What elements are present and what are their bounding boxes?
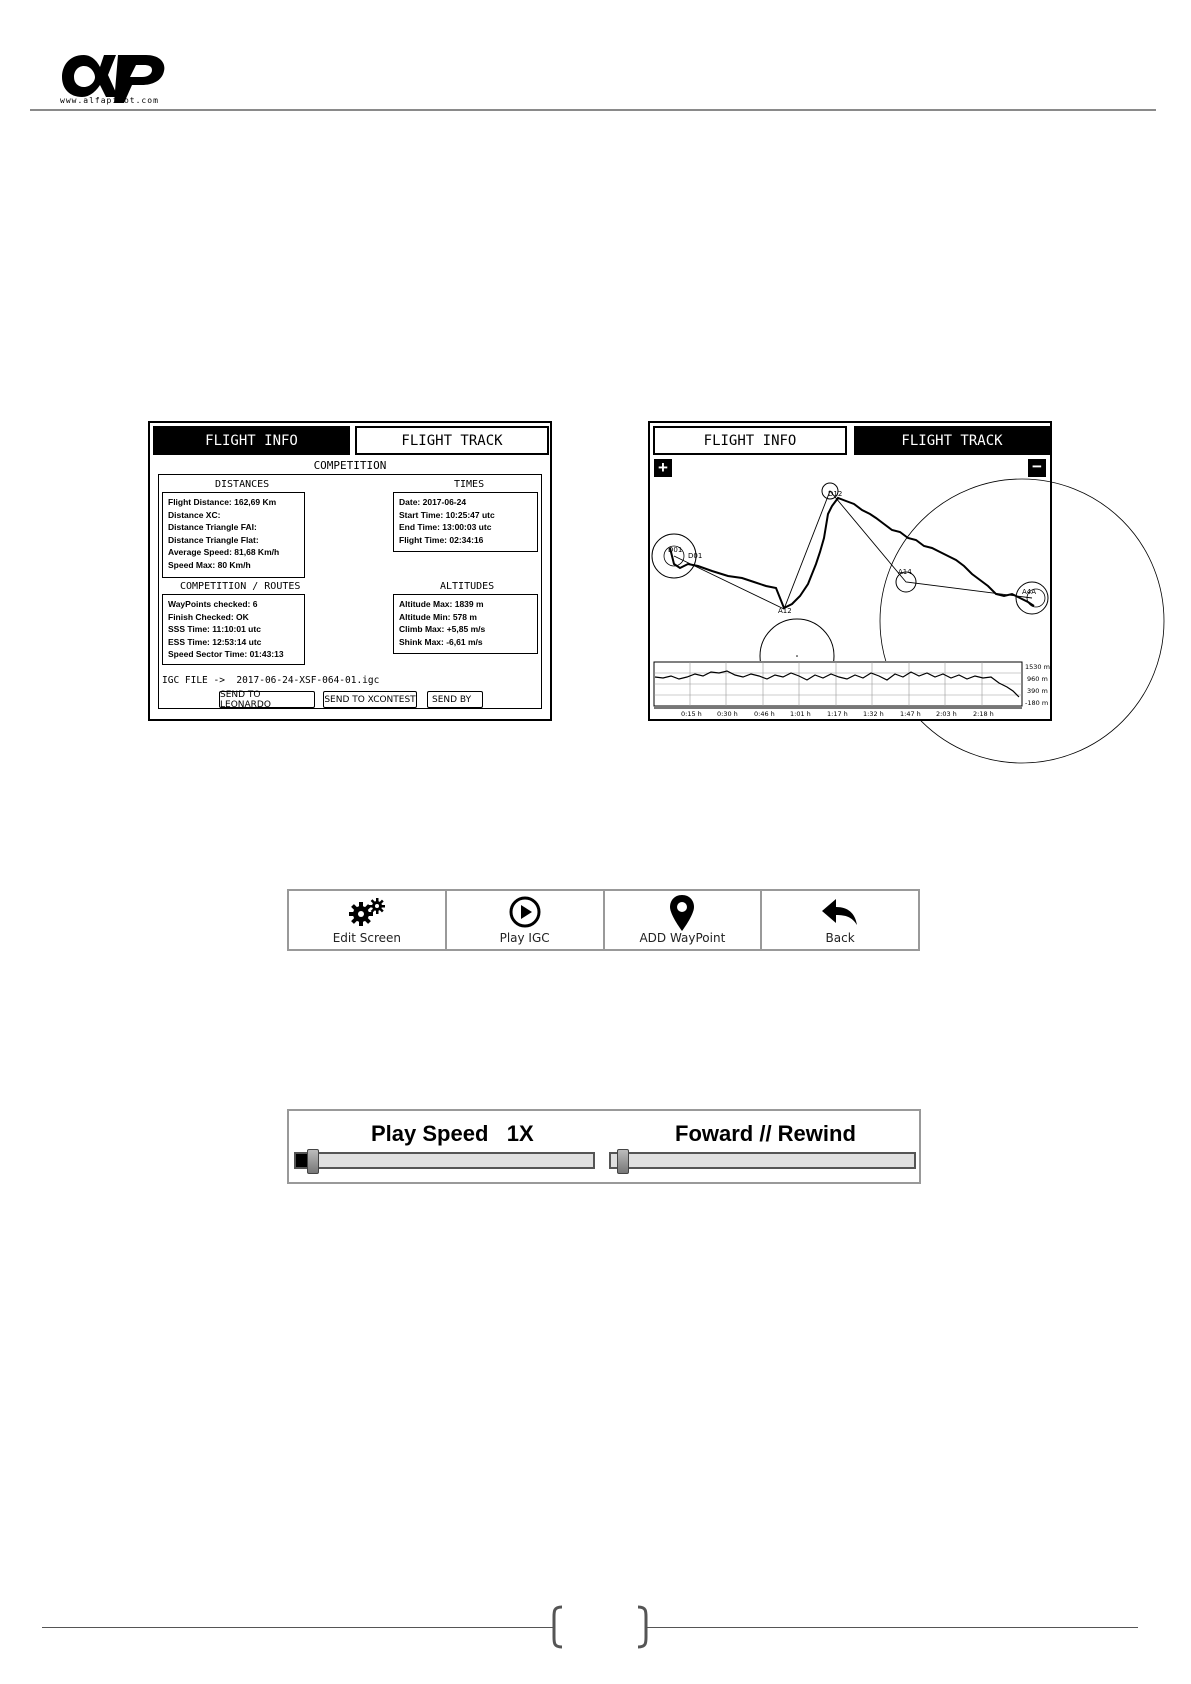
send-to-leonardo-button[interactable]: SEND TO LEONARDO <box>219 691 315 708</box>
routes-line: SSS Time: 11:10:01 utc <box>168 624 261 634</box>
times-title: TIMES <box>454 479 485 490</box>
play-speed-slider[interactable] <box>294 1152 595 1169</box>
times-box <box>393 492 538 552</box>
optimized-route <box>674 491 1032 609</box>
competition-title: COMPETITION <box>313 459 387 472</box>
distances-box <box>162 492 305 578</box>
play-igc-button[interactable] <box>447 891 605 949</box>
flight-track-screen <box>648 421 1052 721</box>
time-label: 1:32 h <box>863 710 884 718</box>
altitude-label: 390 m <box>1027 687 1048 695</box>
times-line: Start Time: 10:25:47 utc <box>399 509 495 520</box>
distances-line: Flight Distance: 162,69 Km <box>168 497 277 507</box>
cylinder-large <box>880 479 1164 763</box>
altitudes-line: Altitude Min: 578 m <box>399 611 477 622</box>
routes-line: Speed Sector Time: 01:43:13 <box>168 649 284 659</box>
forward-rewind-label: Foward // Rewind <box>675 1121 856 1146</box>
time-label: 1:47 h <box>900 710 921 718</box>
altitude-label: 1530 m <box>1025 663 1050 671</box>
time-label: 0:15 h <box>681 710 702 718</box>
play-igc-label: Play IGC <box>499 931 550 945</box>
back-label: Back <box>825 931 855 945</box>
waypoint-label: D12 <box>828 490 843 498</box>
routes-line: ESS Time: 12:53:14 utc <box>168 636 262 647</box>
forward-rewind-slider[interactable] <box>609 1152 916 1169</box>
routes-line: WayPoints checked: 6 <box>168 599 258 609</box>
time-label: 2:18 h <box>973 710 994 718</box>
routes-box <box>162 594 305 665</box>
routes-title: COMPETITION / ROUTES <box>180 581 301 592</box>
waypoint-label: A12 <box>778 607 792 615</box>
time-label: 1:17 h <box>827 710 848 718</box>
igc-file-name: IGC FILE -> 2017-06-24-XSF-064-01.igc <box>162 675 380 686</box>
altitudes-line: Shink Max: -6,61 m/s <box>399 636 483 647</box>
back-arrow-icon <box>820 897 860 927</box>
distances-title: DISTANCES <box>215 479 270 490</box>
action-toolbar <box>287 889 920 951</box>
footer-rule-right <box>646 1627 1138 1628</box>
tab-flight-info[interactable]: FLIGHT INFO <box>153 426 350 455</box>
waypoint-label: A4A <box>1022 588 1037 596</box>
playback-controls <box>287 1109 921 1184</box>
times-line: End Time: 13:00:03 utc <box>399 522 492 532</box>
send-by-button[interactable]: SEND BY <box>427 691 483 708</box>
header-divider <box>30 109 1156 111</box>
altitudes-title: ALTITUDES <box>440 581 495 592</box>
tab-flight-info[interactable]: FLIGHT INFO <box>653 426 847 455</box>
altitude-label: -180 m <box>1025 699 1049 707</box>
altitudes-line: Altitude Max: 1839 m <box>399 599 484 609</box>
play-circle-icon <box>508 895 542 929</box>
times-line: Flight Time: 02:34:16 <box>399 534 484 545</box>
logo-url: www.alfapilot.com <box>60 96 159 105</box>
distances-line: Distance Triangle FAI: <box>168 522 257 532</box>
altitudes-line: Climb Max: +5,85 m/s <box>399 624 486 634</box>
gears-icon <box>347 897 387 927</box>
back-button[interactable] <box>762 891 918 949</box>
add-waypoint-button[interactable] <box>605 891 763 949</box>
altitude-graph <box>653 661 1050 719</box>
altitude-profile <box>653 661 1050 719</box>
add-waypoint-label: ADD WayPoint <box>639 931 726 945</box>
altitudes-box <box>393 594 538 654</box>
routes-line: Finish Checked: OK <box>168 611 249 622</box>
time-label: 0:46 h <box>754 710 775 718</box>
time-label: 0:30 h <box>717 710 738 718</box>
forward-rewind-thumb[interactable] <box>617 1149 629 1174</box>
waypoint-label: D01 <box>668 546 683 554</box>
time-label: 1:01 h <box>790 710 811 718</box>
edit-screen-button[interactable] <box>289 891 447 949</box>
edit-screen-label: Edit Screen <box>332 931 402 945</box>
distances-line: Average Speed: 81,68 Km/h <box>168 547 280 557</box>
map-pin-icon <box>668 893 696 933</box>
play-speed-label: Play Speed 1X <box>371 1121 534 1146</box>
waypoint-label: A14 <box>898 568 912 576</box>
zoom-out-button[interactable]: − <box>1028 459 1046 477</box>
tab-flight-track[interactable]: FLIGHT TRACK <box>854 426 1050 455</box>
time-label: 2:03 h <box>936 710 957 718</box>
page-number-bracket <box>550 1605 650 1649</box>
play-speed-thumb[interactable] <box>307 1149 319 1174</box>
times-line: Date: 2017-06-24 <box>399 497 467 507</box>
send-to-xcontest-button[interactable]: SEND TO XCONTEST <box>323 691 417 708</box>
distances-line: Distance XC: <box>168 509 221 520</box>
altitude-label: 960 m <box>1027 675 1048 683</box>
tab-flight-track[interactable]: FLIGHT TRACK <box>355 426 549 455</box>
flight-info-screen <box>148 421 552 721</box>
zoom-in-button[interactable]: + <box>654 459 672 477</box>
distances-line: Distance Triangle Flat: <box>168 534 259 545</box>
waypoint-label: D01 <box>688 552 703 560</box>
footer-rule-left <box>42 1627 554 1628</box>
cylinder-centre <box>796 655 798 657</box>
distances-line: Speed Max: 80 Km/h <box>168 559 251 570</box>
